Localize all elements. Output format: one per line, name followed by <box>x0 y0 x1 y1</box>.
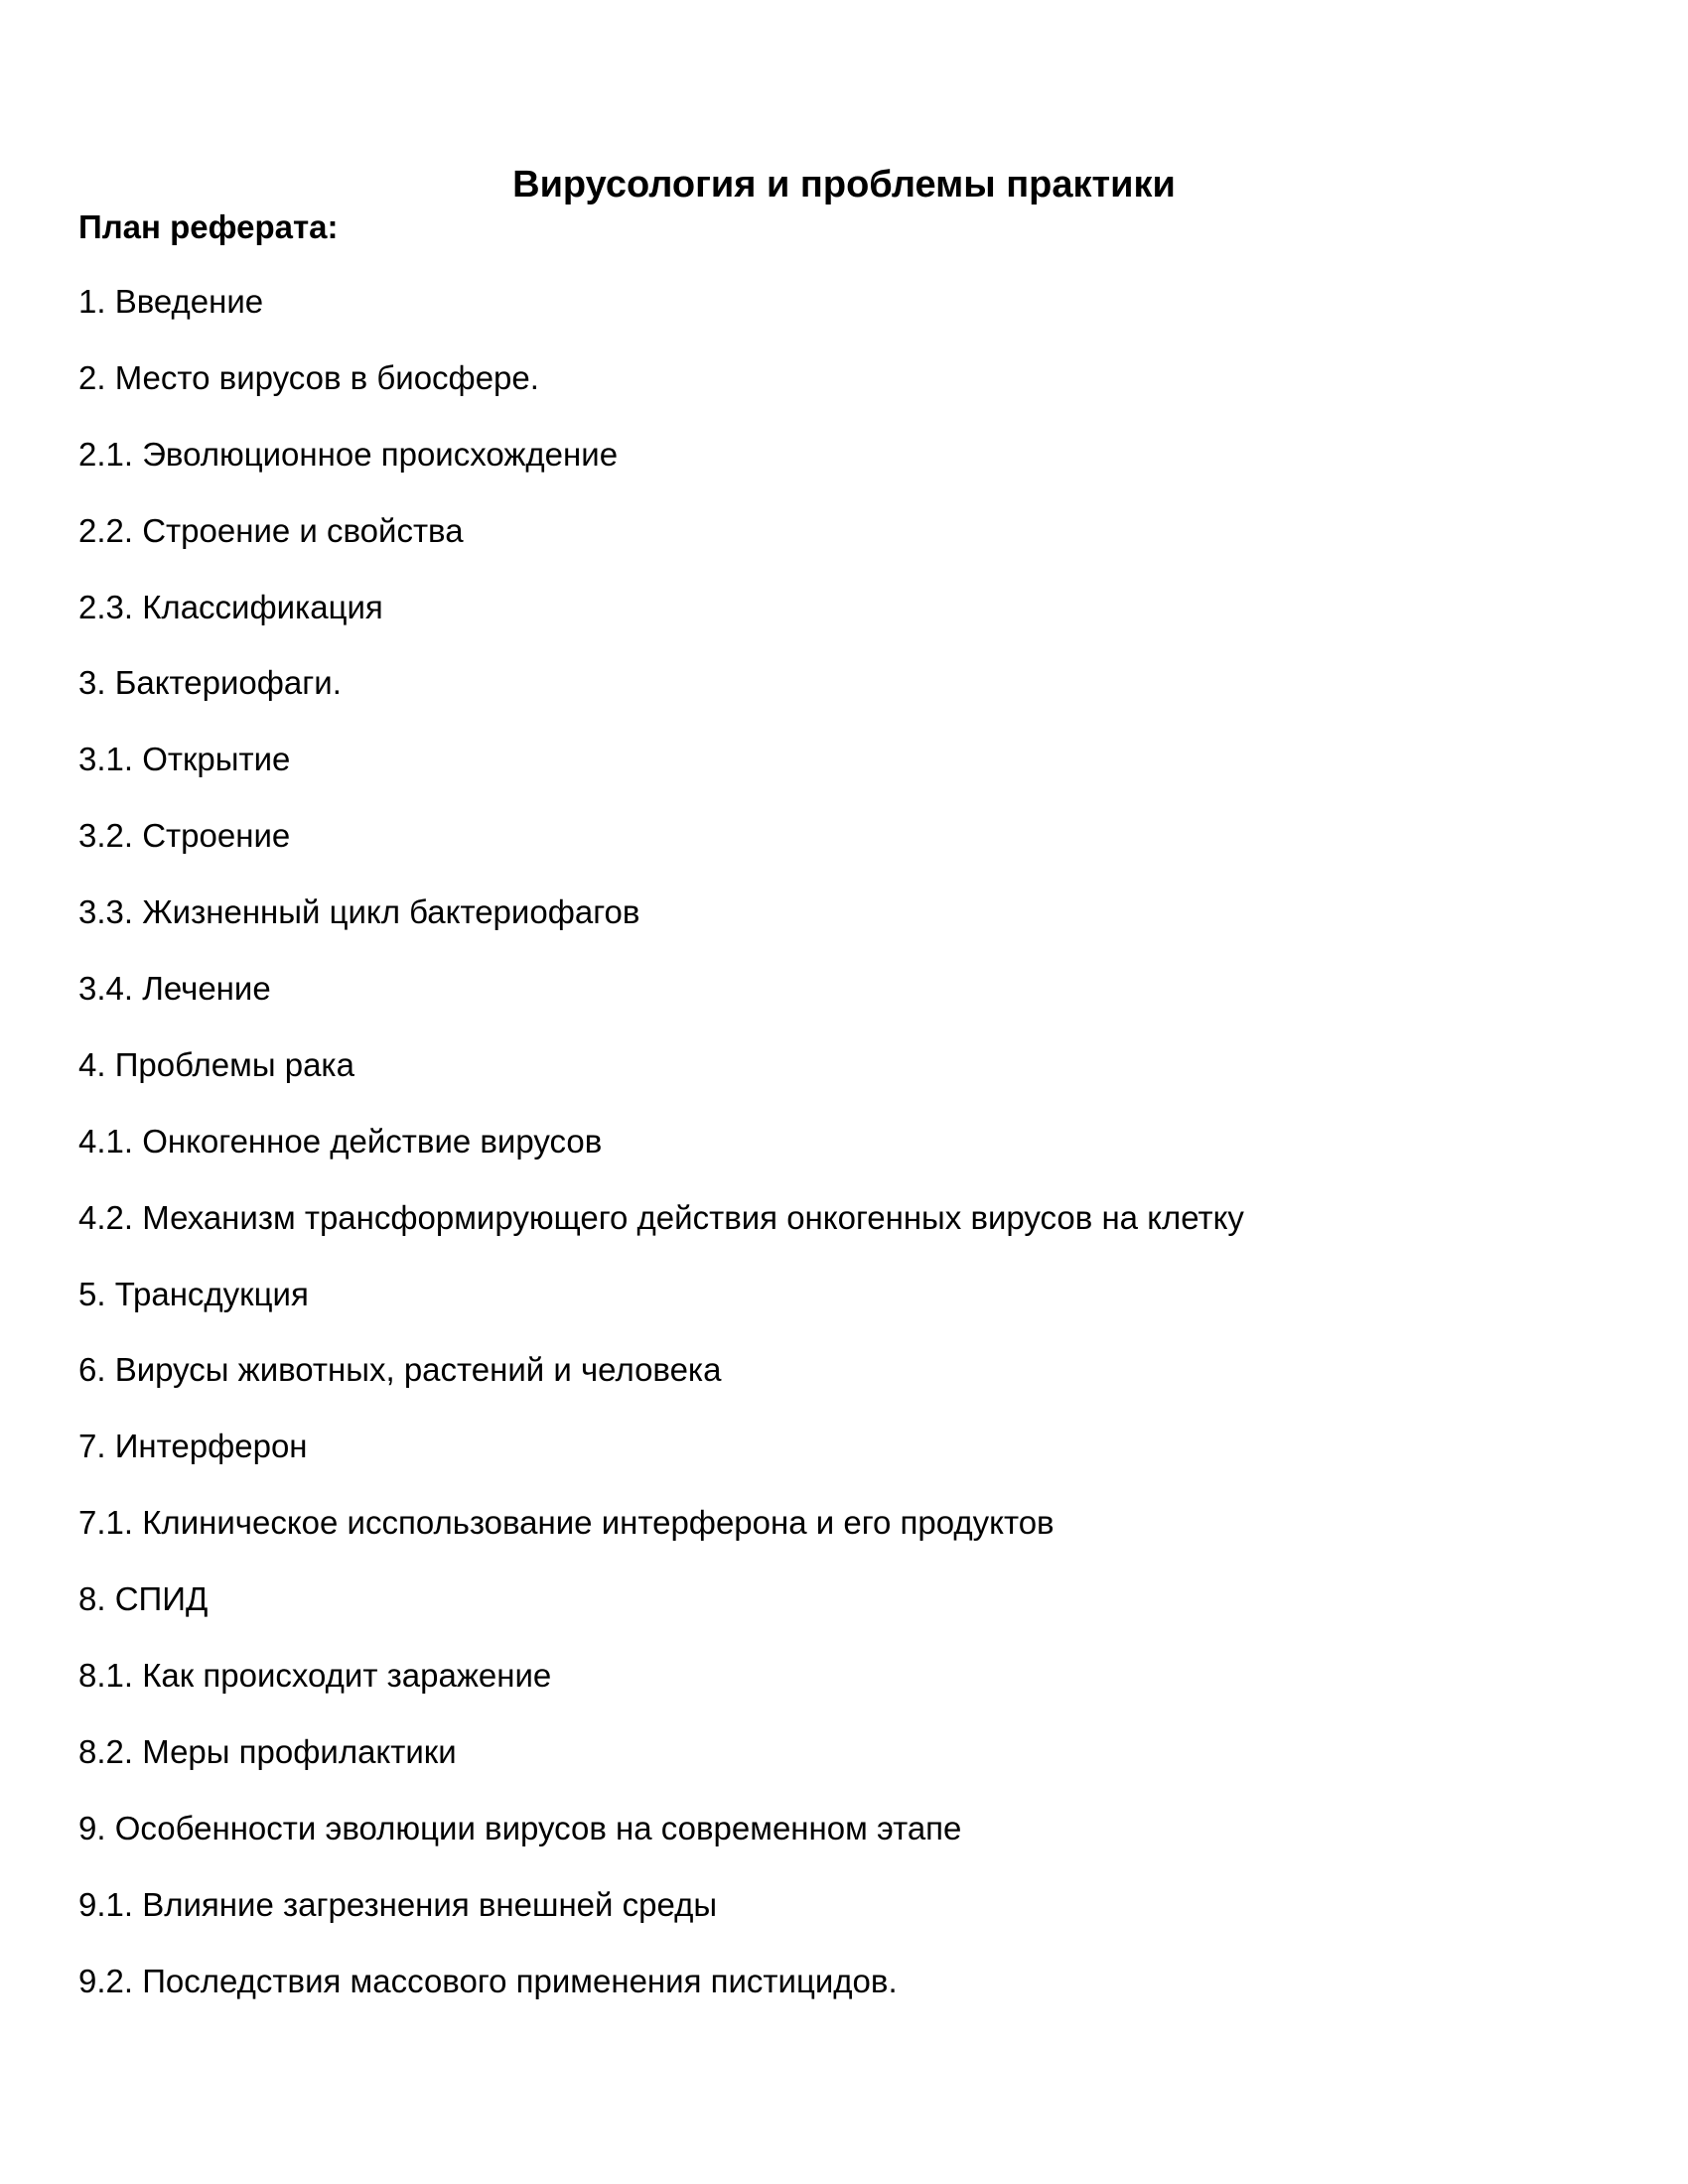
outline-item: 3.3. Жизненный цикл бактериофагов <box>78 893 640 931</box>
outline-item: 8. СПИД <box>78 1580 209 1618</box>
outline-item: 2.3. Классификация <box>78 588 383 625</box>
document-title: Вирусология и проблемы практики <box>512 164 1176 205</box>
outline-item: 4.2. Механизм трансформирующего действия онкогенных вирусов на клетку <box>78 1198 1244 1236</box>
outline-item: 3.4. Лечение <box>78 970 271 1008</box>
outline-item: 4.1. Онкогенное действие вирусов <box>78 1122 603 1160</box>
outline-item: 3.1. Открытие <box>78 741 291 778</box>
outline-item: 3. Бактериофаги. <box>78 664 342 702</box>
outline-item: 2.1. Эволюционное происхождение <box>78 435 619 473</box>
outline-list <box>78 281 1244 2036</box>
outline-item: 1. Введение <box>78 283 264 320</box>
outline-item: 7. Интерферон <box>78 1428 308 1465</box>
outline-item: 7.1. Клиническое исспользование интерферона и его продуктов <box>78 1504 1055 1542</box>
outline-item: 9. Особенности эволюции вирусов на современном этапе <box>78 1809 962 1846</box>
outline-item: 4. Проблемы рака <box>78 1045 354 1083</box>
outline-item: 6. Вирусы животных, растений и человека <box>78 1351 722 1389</box>
outline-item: 3.2. Строение <box>78 817 291 855</box>
outline-item: 8.2. Меры профилактики <box>78 1732 457 1770</box>
outline-item: 5. Трансдукция <box>78 1275 309 1312</box>
plan-heading: План реферата: <box>78 208 339 245</box>
outline-item: 9.2. Последствия массового применения пистицидов. <box>78 1962 898 1999</box>
outline-item: 8.1. Как происходит заражение <box>78 1657 552 1695</box>
outline-item: 9.1. Влияние загрезнения внешней среды <box>78 1885 718 1923</box>
outline-item: 2. Место вирусов в биосфере. <box>78 358 539 396</box>
outline-item: 2.2. Строение и свойства <box>78 511 464 549</box>
